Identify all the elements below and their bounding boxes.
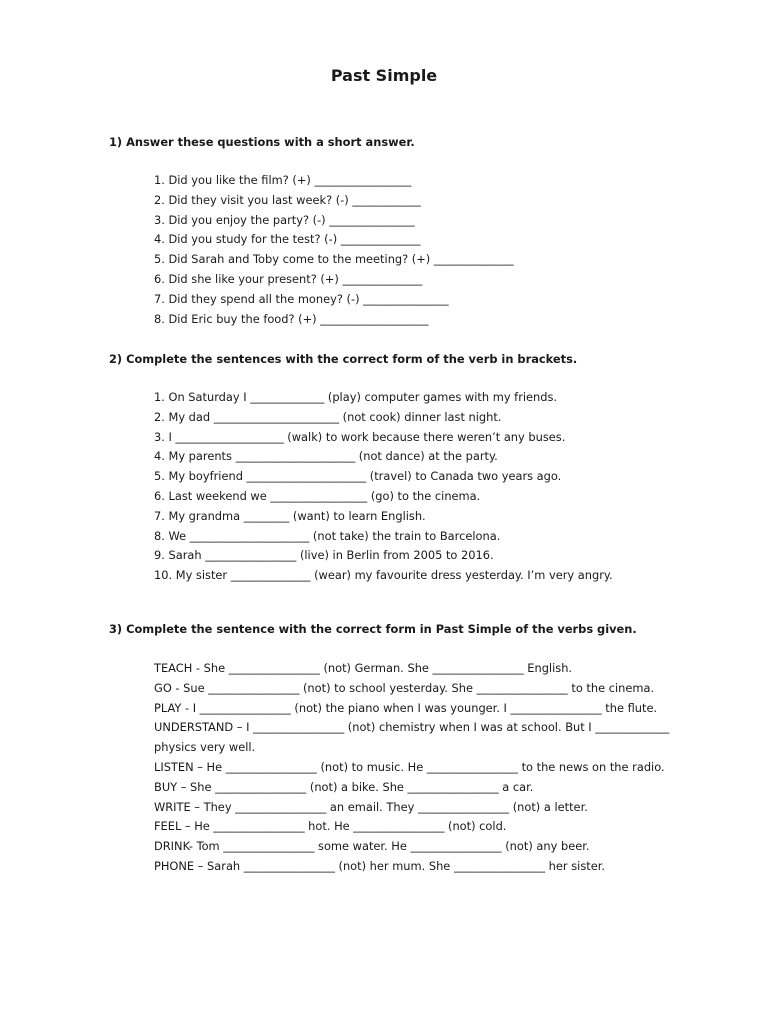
section-1-question-list: [154, 171, 514, 329]
list-item: 10. My sister ______________ (wear) my favourite dress yesterday. I’m very angry.: [154, 568, 613, 583]
list-item: 6. Last weekend we _________________ (go) to the cinema.: [154, 488, 481, 503]
list-item: 9. Sarah ________________ (live) in Berlin from 2005 to 2016.: [154, 548, 494, 563]
list-item: LISTEN – He ________________ (not) to music. He ________________ to the news on the radio.: [154, 759, 665, 774]
list-item: DRINK- Tom ________________ some water. He ________________ (not) any beer.: [154, 839, 590, 854]
list-item: TEACH - She ________________ (not) German. She ________________ English.: [154, 661, 573, 675]
section-3-verb-list: [154, 659, 669, 877]
list-item: 3. Did you enjoy the party? (-) _______________: [154, 212, 415, 227]
list-item: 8. We _____________________ (not take) the train to Barcelona.: [154, 528, 501, 543]
list-item: BUY – She ________________ (not) a bike. She ________________ a car.: [154, 779, 534, 794]
list-item: PHONE – Sarah ________________ (not) her mum. She ________________ her sister.: [154, 858, 605, 873]
list-item: 2. My dad ______________________ (not cook) dinner last night.: [154, 409, 502, 424]
section-1-heading: 1) Answer these questions with a short answer.: [109, 135, 415, 149]
list-item: 3. I ___________________ (walk) to work because there weren’t any buses.: [154, 429, 566, 444]
list-item: 8. Did Eric buy the food? (+) ___________________: [154, 311, 429, 326]
list-item: FEEL – He ________________ hot. He ________________ (not) cold.: [154, 819, 507, 834]
list-item: 4. My parents _____________________ (not dance) at the party.: [154, 449, 498, 464]
section-2-heading: 2) Complete the sentences with the correct form of the verb in brackets.: [109, 352, 578, 366]
list-item: 1. On Saturday I _____________ (play) computer games with my friends.: [154, 390, 558, 404]
section-2-sentence-list: [154, 388, 613, 586]
page-title: Past Simple: [330, 66, 438, 85]
list-item: 7. Did they spend all the money? (-) _______________: [154, 291, 449, 306]
list-item: 1. Did you like the film? (+) _________________: [154, 173, 412, 187]
list-item: WRITE – They ________________ an email. They ________________ (not) a letter.: [154, 799, 588, 814]
section-3-heading: 3) Complete the sentence with the correct form in Past Simple of the verbs given.: [109, 622, 637, 636]
list-item: 5. Did Sarah and Toby come to the meeting? (+) ______________: [154, 252, 514, 267]
list-item: 6. Did she like your present? (+) ______________: [154, 271, 423, 286]
list-item: physics very well.: [154, 740, 256, 755]
list-item: 5. My boyfriend _____________________ (travel) to Canada two years ago.: [154, 469, 562, 484]
list-item: UNDERSTAND – I ________________ (not) chemistry when I was at school. But I _____________: [154, 720, 670, 735]
list-item: 4. Did you study for the test? (-) ______________: [154, 232, 421, 247]
list-item: GO - Sue ________________ (not) to school yesterday. She ________________ to the cinema.: [154, 680, 655, 695]
list-item: 2. Did they visit you last week? (-) ____________: [154, 192, 421, 207]
list-item: PLAY - I ________________ (not) the piano when I was younger. I ________________ the flute.: [154, 700, 658, 715]
list-item: 7. My grandma ________ (want) to learn English.: [154, 508, 426, 523]
